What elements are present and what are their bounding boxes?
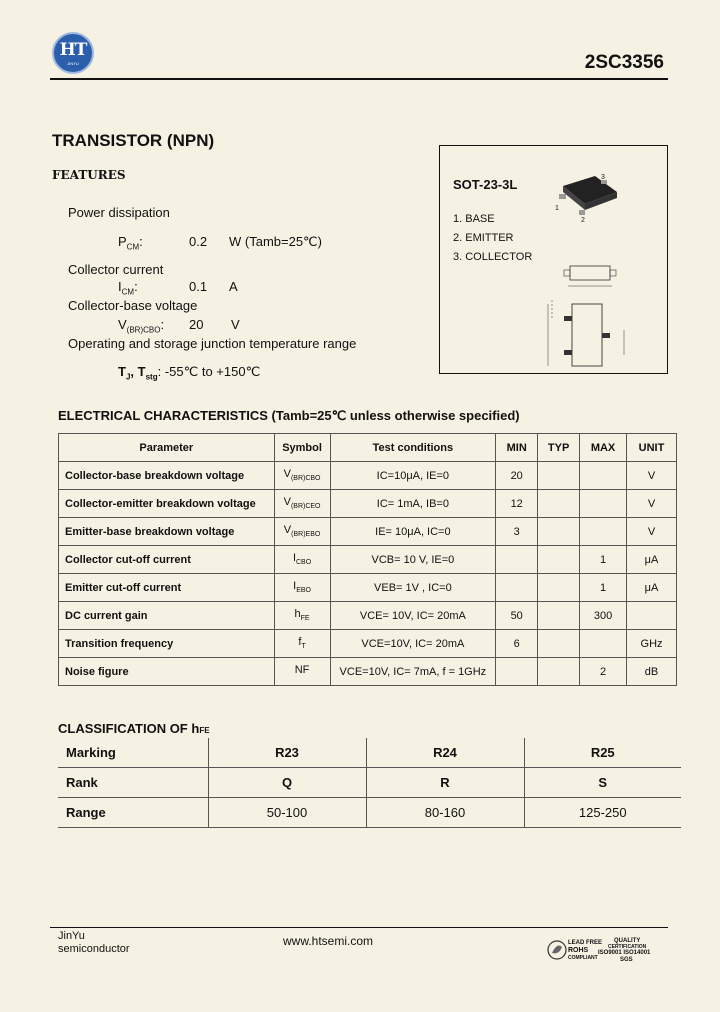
part-number: 2SC3356 — [584, 52, 664, 73]
table-row — [58, 768, 681, 798]
unit: V — [627, 462, 677, 490]
table-header-row — [59, 434, 677, 462]
cell: S — [524, 768, 681, 798]
min — [496, 574, 538, 602]
table-row — [59, 490, 677, 518]
cbv-label: Collector-base voltage — [68, 298, 198, 313]
company-line2: semiconductor — [58, 943, 130, 955]
max: 1 — [580, 574, 627, 602]
rohs-leaf-icon — [546, 939, 568, 961]
header-typ: TYP — [538, 434, 580, 462]
param: Emitter cut-off current — [59, 574, 275, 602]
pin-3: 3. COLLECTOR — [453, 251, 533, 263]
max: 300 — [580, 602, 627, 630]
table-row — [59, 574, 677, 602]
temp-label: Operating and storage junction temperature range — [68, 336, 357, 351]
condition: IE= 10μA, IC=0 — [330, 518, 496, 546]
cert-lead-free: LEAD FREE — [568, 940, 603, 946]
header-min: MIN — [496, 434, 538, 462]
symbol: NF — [274, 658, 330, 686]
row-label: Range — [58, 798, 208, 828]
cell: 50-100 — [208, 798, 366, 828]
header-symbol: Symbol — [274, 434, 330, 462]
pkg-pin-mark-2: 2 — [581, 217, 585, 222]
table-row — [59, 546, 677, 574]
table-row — [59, 518, 677, 546]
pkg-pin-mark-3: 3 — [601, 174, 605, 181]
typ — [538, 574, 580, 602]
param: Collector cut-off current — [59, 546, 275, 574]
min: 6 — [496, 630, 538, 658]
row-label: Rank — [58, 768, 208, 798]
symbol: $V_{(BR)EBO}$ — [274, 518, 330, 546]
logo-sub: JINYU — [67, 61, 79, 66]
classification-heading: CLASSIFICATION OF hFE — [58, 721, 210, 736]
header-rule — [50, 78, 668, 80]
cert-certification: CERTIFICATION — [608, 944, 647, 950]
unit: μA — [627, 546, 677, 574]
symbol: $I_{EBO}$ — [274, 574, 330, 602]
page-title: TRANSISTOR (NPN) — [52, 131, 215, 150]
cell: 80-160 — [366, 798, 524, 828]
cell: R23 — [208, 738, 366, 768]
typ — [538, 490, 580, 518]
unit: V — [627, 490, 677, 518]
cert-iso: ISO9001 ISO14001 — [598, 950, 651, 956]
classification-table — [58, 738, 681, 828]
max — [580, 490, 627, 518]
condition: VCE= 10V, IC= 20mA — [330, 602, 496, 630]
company-logo — [52, 32, 94, 74]
pkg-pin-mark-1: 1 — [555, 205, 559, 212]
vbr-value: 20 — [189, 317, 204, 332]
header-unit: UNIT — [627, 434, 677, 462]
condition: VCB= 10 V, IE=0 — [330, 546, 496, 574]
min — [496, 546, 538, 574]
package-dimension-drawing — [538, 260, 638, 370]
cell: 125-250 — [524, 798, 681, 828]
cert-sgs: SGS — [620, 957, 633, 963]
symbol: $f_T$ — [274, 630, 330, 658]
cert-rohs: ROHS — [568, 947, 589, 954]
table-row — [59, 602, 677, 630]
pcm-value: 0.2 — [189, 234, 208, 249]
header-max: MAX — [580, 434, 627, 462]
header-parameter: Parameter — [59, 434, 275, 462]
pin-1: 1. BASE — [453, 213, 495, 225]
cell: Q — [208, 768, 366, 798]
cell: R — [366, 768, 524, 798]
typ — [538, 602, 580, 630]
condition: IC= 1mA, IB=0 — [330, 490, 496, 518]
typ — [538, 658, 580, 686]
unit: GHz — [627, 630, 677, 658]
table-row — [59, 658, 677, 686]
vbr-unit: V — [231, 317, 240, 332]
param: Collector-base breakdown voltage — [59, 462, 275, 490]
param: Collector-emitter breakdown voltage — [59, 490, 275, 518]
min: 12 — [496, 490, 538, 518]
symbol: $h_{FE}$ — [274, 602, 330, 630]
icm-value: 0.1 — [189, 279, 208, 294]
max — [580, 630, 627, 658]
header-test-conditions: Test conditions — [330, 434, 496, 462]
table-row — [59, 462, 677, 490]
cert-quality: QUALITY — [614, 938, 641, 944]
table-row — [58, 798, 681, 828]
max: 2 — [580, 658, 627, 686]
pcm-symbol: $P_{CM}$: — [118, 234, 143, 252]
logo-text: HT — [59, 40, 87, 60]
min: 20 — [496, 462, 538, 490]
unit: V — [627, 518, 677, 546]
electrical-heading: ELECTRICAL CHARACTERISTICS (Tamb=25℃ unless otherwise specified) — [58, 408, 520, 423]
condition: VEB= 1V , IC=0 — [330, 574, 496, 602]
cert-compliant: COMPLIANT — [568, 955, 598, 961]
min: 50 — [496, 602, 538, 630]
condition: IC=10μA, IE=0 — [330, 462, 496, 490]
param: Noise figure — [59, 658, 275, 686]
param: DC current gain — [59, 602, 275, 630]
typ — [538, 518, 580, 546]
unit: μA — [627, 574, 677, 602]
unit — [627, 602, 677, 630]
pcm-unit: W (Tamb=25℃) — [229, 234, 322, 249]
icm-symbol: $I_{CM}$: — [118, 279, 138, 297]
vbr-symbol: $V_{(BR)CBO}$: — [118, 317, 165, 335]
table-row — [58, 738, 681, 768]
max — [580, 462, 627, 490]
condition: VCE=10V, IC= 20mA — [330, 630, 496, 658]
electrical-table — [58, 433, 677, 686]
cell: R25 — [524, 738, 681, 768]
company-line1: JinYu — [58, 930, 85, 942]
features-heading: FEATURES — [52, 168, 126, 182]
max: 1 — [580, 546, 627, 574]
row-label: Marking — [58, 738, 208, 768]
min: 3 — [496, 518, 538, 546]
param: Transition frequency — [59, 630, 275, 658]
power-label: Power dissipation — [68, 205, 170, 220]
package-image — [553, 170, 623, 222]
param: Emitter-base breakdown voltage — [59, 518, 275, 546]
symbol: $V_{(BR)CBO}$ — [274, 462, 330, 490]
typ — [538, 546, 580, 574]
typ — [538, 462, 580, 490]
temp-range: $T_J$, $T_{stg}$: -55℃ to +150℃ — [118, 364, 261, 382]
pin-2: 2. EMITTER — [453, 232, 514, 244]
condition: VCE=10V, IC= 7mA, f = 1GHz — [330, 658, 496, 686]
min — [496, 658, 538, 686]
icm-unit: A — [229, 279, 238, 294]
table-row — [59, 630, 677, 658]
symbol: $I_{CBO}$ — [274, 546, 330, 574]
footer-rule — [50, 927, 668, 928]
cc-label: Collector current — [68, 262, 164, 277]
symbol: $V_{(BR)CEO}$ — [274, 490, 330, 518]
cell: R24 — [366, 738, 524, 768]
typ — [538, 630, 580, 658]
website-link[interactable]: www.htsemi.com — [283, 934, 374, 948]
unit: dB — [627, 658, 677, 686]
package-name: SOT-23-3L — [453, 177, 518, 192]
max — [580, 518, 627, 546]
